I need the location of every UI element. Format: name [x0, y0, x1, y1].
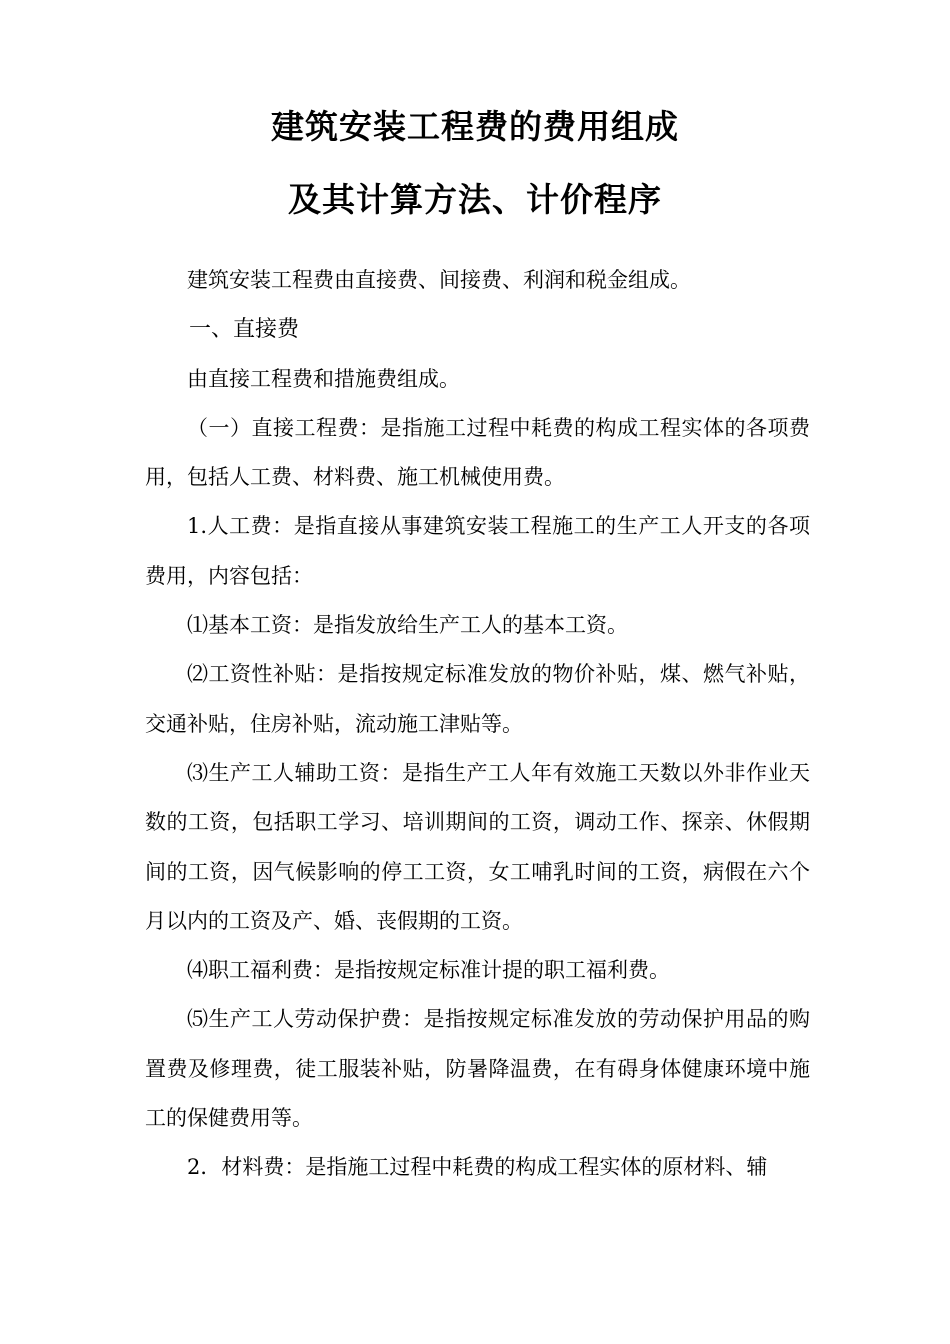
- document-title-line-1: 建筑安装工程费的费用组成: [271, 107, 679, 146]
- paragraph-direct-engineering-cost: （一）直接工程费：是指施工过程中耗费的构成工程实体的各项费用，包括人工费、材料费、施工机械使用费。: [145, 415, 810, 490]
- paragraph-intro: 建筑安装工程费由直接费、间接费、利润和税金组成。: [187, 268, 691, 292]
- section-heading-direct-cost: 一、直接费: [189, 317, 300, 343]
- list-item-auxiliary-wage: ⑶生产工人辅助工资：是指生产工人年有效施工天数以外非作业天数的工资，包括职工学习、培训期间的工资，调动工作、探亲、休假期间的工资，因气候影响的停工工资，女工哺乳时间的工资，病假在六个月以内的工资及产、婚、丧假期的工资。: [145, 760, 810, 933]
- list-item-basic-wage: ⑴基本工资：是指发放给生产工人的基本工资。: [187, 613, 628, 638]
- paragraph-direct-cost-composition: 由直接工程费和措施费组成。: [187, 366, 460, 391]
- list-item-labor-protection-fee: ⑸生产工人劳动保护费：是指按规定标准发放的劳动保护用品的购置费及修理费，徒工服装补贴，防暑降温费，在有碍身体健康环境中施工的保健费用等。: [145, 1007, 810, 1131]
- document-body: [145, 256, 810, 1193]
- paragraph-labor-cost: 1.人工费：是指直接从事建筑安装工程施工的生产工人开支的各项费用，内容包括：: [145, 514, 810, 588]
- list-item-wage-subsidy: ⑵工资性补贴：是指按规定标准发放的物价补贴，煤、燃气补贴，交通补贴，住房补贴，流动施工津贴等。: [145, 662, 810, 736]
- document-title-line-2: 及其计算方法、计价程序: [288, 180, 662, 219]
- paragraph-material-cost: 2．材料费：是指施工过程中耗费的构成工程实体的原材料、辅: [187, 1155, 768, 1180]
- list-item-welfare-fee: ⑷职工福利费：是指按规定标准计提的职工福利费。: [187, 958, 670, 983]
